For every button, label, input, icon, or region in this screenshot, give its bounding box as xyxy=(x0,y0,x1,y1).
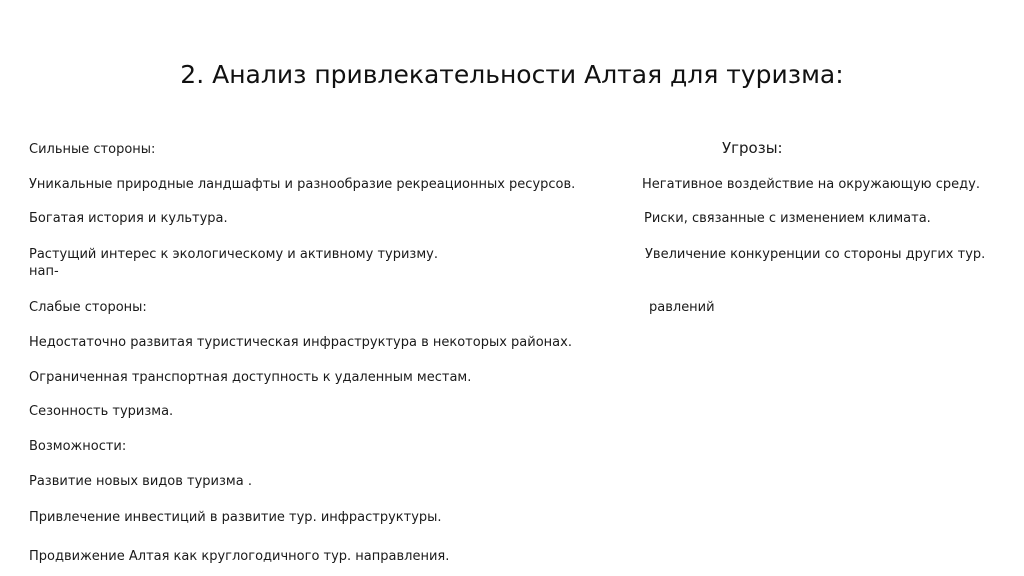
strength-item: Богатая история и культура. xyxy=(29,211,228,226)
threat-item: Риски, связанные с изменением климата. xyxy=(644,211,931,226)
opportunity-item: Развитие новых видов туризма . xyxy=(29,474,252,489)
weakness-item: Сезонность туризма. xyxy=(29,404,174,419)
weakness-item: Недостаточно развитая туристическая инфраструктура в некоторых районах. xyxy=(29,335,572,350)
weaknesses-heading: Слабые стороны: xyxy=(29,300,147,315)
slide-title: 2. Анализ привлекательности Алтая для туризма: xyxy=(180,60,844,89)
strengths-heading: Сильные стороны: xyxy=(29,142,156,157)
threats-heading: Угрозы: xyxy=(722,139,783,157)
strength-item: Растущий интерес к экологическому и активному туризму. xyxy=(29,247,438,262)
threat-continuation-text: равлений xyxy=(649,300,715,315)
opportunity-item: Привлечение инвестиций в развитие тур. инфраструктуры. xyxy=(29,510,442,525)
opportunities-heading: Возможности: xyxy=(29,439,127,454)
strength-item: Уникальные природные ландшафты и разнообразие рекреационных ресурсов. xyxy=(29,177,576,192)
threat-item: Негативное воздействие на окружающую среду. xyxy=(642,177,980,192)
threat-item: Увеличение конкуренции со стороны других тур. xyxy=(645,247,986,262)
opportunity-item: Продвижение Алтая как круглогодичного тур. направления. xyxy=(29,549,450,564)
strength-overflow-text: нап- xyxy=(29,264,59,279)
weakness-item: Ограниченная транспортная доступность к удаленным местам. xyxy=(29,370,472,385)
